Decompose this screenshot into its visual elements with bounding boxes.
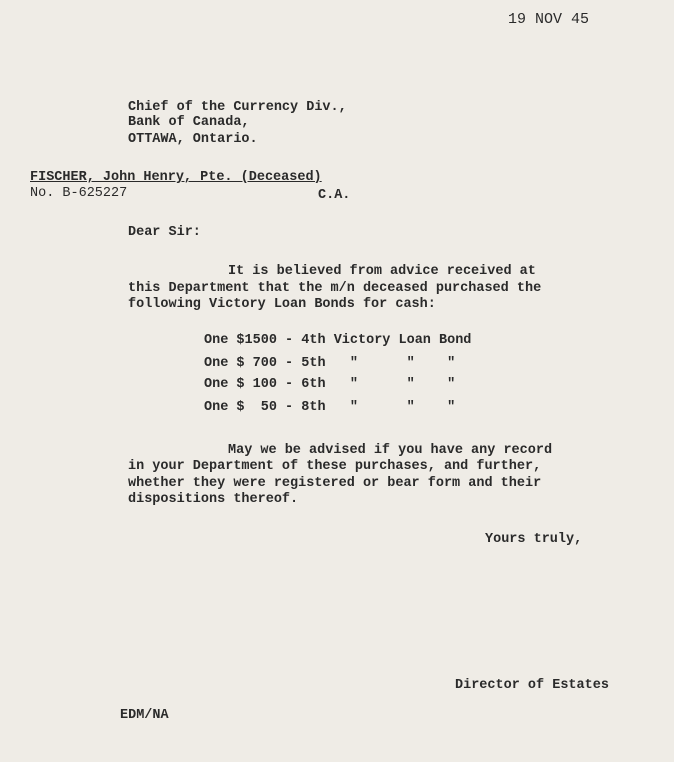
bond-dash: - — [285, 377, 294, 392]
signature-title: Director of Estates — [455, 678, 609, 693]
bond-type: Victory Loan Bond — [333, 333, 472, 348]
address-line-2: Bank of Canada, — [128, 115, 250, 130]
bond-row — [204, 377, 455, 392]
bond-qty: One — [204, 333, 229, 348]
bond-amount: $ 700 — [236, 356, 277, 371]
bond-qty: One — [204, 377, 229, 392]
bond-qty: One — [204, 356, 229, 371]
subject-suffix: C.A. — [318, 188, 351, 203]
para2-line-2: in your Department of these purchases, and further, — [128, 459, 542, 474]
initials: EDM/NA — [120, 708, 169, 723]
bond-dash: - — [285, 400, 294, 415]
bond-row — [204, 356, 455, 371]
closing: Yours truly, — [485, 532, 583, 547]
bond-amount: $ 50 — [236, 400, 277, 415]
bond-amount: $1500 — [236, 333, 277, 348]
bond-type: " " " — [349, 377, 456, 392]
bond-type: " " " — [349, 356, 456, 371]
bond-amount: $ 100 — [236, 377, 277, 392]
address-line-1: Chief of the Currency Div., — [128, 100, 347, 115]
bond-row — [204, 333, 471, 348]
bond-type: " " " — [349, 400, 456, 415]
para1-line-3: following Victory Loan Bonds for cash: — [128, 297, 436, 312]
bond-row — [204, 400, 455, 415]
bond-loan: 8th — [301, 400, 326, 415]
bond-dash: - — [285, 333, 294, 348]
para1-line-2: this Department that the m/n deceased purchased the — [128, 281, 542, 296]
bond-loan: 4th — [301, 333, 326, 348]
para1-line-1: It is believed from advice received at — [228, 264, 536, 279]
para2-line-3: whether they were registered or bear form and their — [128, 476, 542, 491]
date: 19 NOV 45 — [508, 11, 590, 28]
subject-name: FISCHER, John Henry, Pte. (Deceased) — [30, 170, 322, 185]
salutation: Dear Sir: — [128, 225, 201, 240]
para2-line-1: May we be advised if you have any record — [228, 443, 553, 458]
subject-number: No. B-625227 — [30, 186, 128, 201]
bond-dash: - — [285, 356, 294, 371]
para2-line-4: dispositions thereof. — [128, 492, 299, 507]
bond-qty: One — [204, 400, 229, 415]
address-line-3: OTTAWA, Ontario. — [128, 132, 258, 147]
bond-loan: 5th — [301, 356, 326, 371]
bond-loan: 6th — [301, 377, 326, 392]
